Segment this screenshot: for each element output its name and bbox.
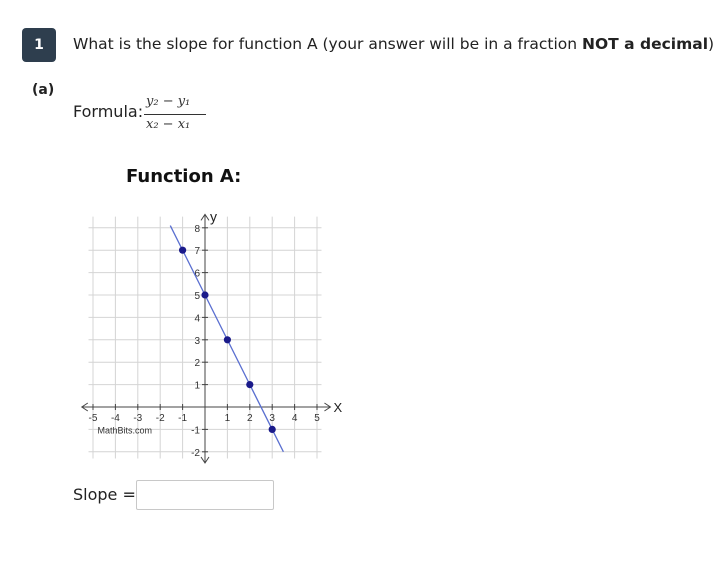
x-axis-label: X	[333, 400, 343, 415]
formula-denominator: x₂ − x₁	[146, 117, 191, 132]
y-tick-label: 7	[194, 246, 200, 258]
part-label: (a)	[32, 82, 55, 98]
formula-numerator: y₂ − y₁	[146, 94, 191, 109]
question-text-end: )	[708, 35, 715, 53]
y-tick-label: -2	[191, 447, 200, 459]
question-text-emphasis: NOT a decimal	[582, 35, 709, 53]
fraction-bar	[144, 114, 206, 115]
data-point	[224, 336, 231, 343]
question-text	[73, 35, 714, 53]
x-tick-label: -2	[155, 413, 165, 424]
y-tick-label: -1	[191, 425, 200, 437]
y-tick-label: 3	[194, 335, 200, 347]
x-tick-label: 3	[269, 413, 275, 424]
x-tick-label: -1	[178, 413, 188, 424]
x-tick-label: 5	[314, 413, 320, 424]
y-tick-label: 2	[194, 358, 200, 370]
y-tick-label: 1	[194, 380, 200, 392]
formula-label: Formula:	[73, 102, 144, 121]
y-tick-label: 8	[194, 223, 200, 235]
y-tick-label: 5	[194, 291, 200, 302]
question-text-main: What is the slope for function A (your answer will be in a fraction	[73, 35, 583, 53]
x-tick-label: 1	[224, 413, 231, 424]
y-tick-label: 4	[194, 313, 200, 325]
slope-formula	[142, 94, 208, 138]
y-axis-label: y	[210, 210, 217, 225]
data-point	[246, 381, 253, 388]
x-tick-label: -3	[133, 413, 143, 424]
function-graph	[78, 210, 350, 468]
question-number-badge: 1	[22, 28, 56, 62]
slope-label: Slope =	[73, 485, 136, 504]
watermark-label: MathBits.com	[97, 425, 152, 436]
x-tick-label: -4	[110, 413, 120, 424]
data-point	[201, 291, 208, 298]
data-point	[179, 247, 186, 254]
data-point	[269, 426, 276, 433]
x-tick-label: -5	[88, 413, 98, 424]
slope-answer-input[interactable]	[136, 480, 274, 510]
x-tick-label: 2	[247, 413, 253, 424]
x-tick-label: 4	[291, 413, 298, 424]
function-title: Function A:	[126, 166, 242, 187]
y-tick-label: 6	[194, 268, 200, 280]
